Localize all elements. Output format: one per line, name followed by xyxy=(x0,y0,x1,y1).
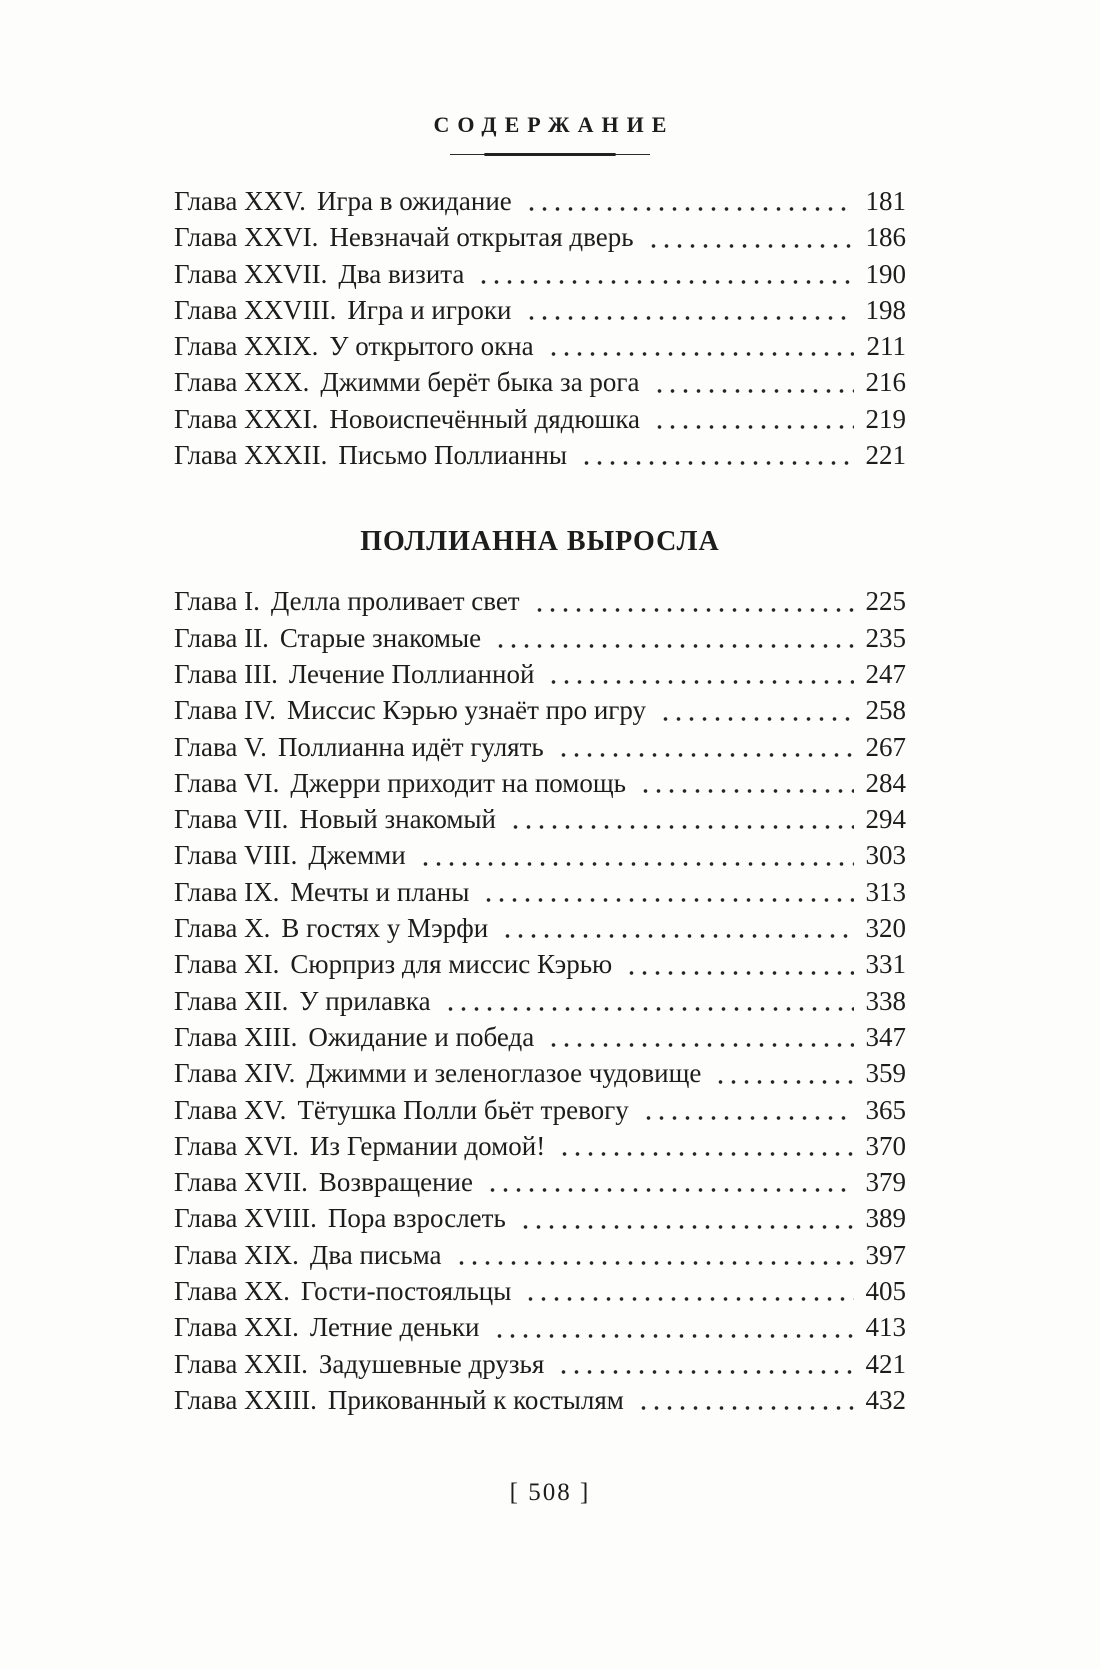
dot-leader xyxy=(494,620,854,656)
toc-entry xyxy=(174,946,906,982)
dot-leader xyxy=(525,183,854,219)
dot-leader xyxy=(580,437,854,473)
chapter-page-number: 432 xyxy=(865,1384,906,1415)
toc-entry xyxy=(174,364,906,400)
dot-leader xyxy=(477,256,854,292)
chapter-label: Глава I. xyxy=(174,586,260,617)
chapter-label: Глава XX. xyxy=(174,1276,290,1307)
dot-leader xyxy=(653,364,855,400)
chapter-label: Глава XIX. xyxy=(174,1239,299,1270)
toc-entry xyxy=(174,1055,906,1091)
chapter-title: Старые знакомые xyxy=(279,622,482,653)
dot-leader xyxy=(639,765,854,801)
dot-leader xyxy=(455,1237,854,1273)
toc-entry xyxy=(174,837,906,873)
chapter-page-number: 219 xyxy=(865,403,906,434)
dot-leader xyxy=(501,910,854,946)
chapter-page-number: 225 xyxy=(865,586,906,617)
chapter-label: Глава XVI. xyxy=(174,1130,299,1161)
toc-section xyxy=(174,183,906,473)
chapter-label: Глава XXIX. xyxy=(174,331,319,362)
chapter-title: Миссис Кэрью узнаёт про игру xyxy=(286,695,647,726)
toc-section xyxy=(174,526,906,1418)
chapter-label: Глава XVII. xyxy=(174,1167,308,1198)
chapter-title: Задушевные друзья xyxy=(318,1348,545,1379)
dot-leader xyxy=(525,292,855,328)
chapter-title: Тётушка Полли бьёт тревогу xyxy=(297,1094,629,1125)
chapter-label: Глава XII. xyxy=(174,985,289,1016)
toc-entry xyxy=(174,729,906,765)
toc-entry xyxy=(174,256,906,292)
dot-leader xyxy=(533,583,854,619)
chapter-label: Глава IX. xyxy=(174,876,280,907)
chapter-title: Из Германии домой! xyxy=(309,1130,546,1161)
chapter-title: У прилавка xyxy=(299,985,431,1016)
chapter-page-number: 389 xyxy=(865,1203,906,1234)
chapter-title: Джемми xyxy=(308,840,406,871)
header-ornament-rule xyxy=(450,153,650,156)
toc-entry xyxy=(174,292,906,328)
chapter-page-number: 397 xyxy=(865,1239,906,1270)
chapter-label: Глава XXX. xyxy=(174,367,310,398)
dot-leader xyxy=(482,874,854,910)
toc-entry xyxy=(174,401,906,437)
toc-entry xyxy=(174,620,906,656)
dot-leader xyxy=(714,1055,854,1091)
chapter-page-number: 331 xyxy=(865,949,906,980)
chapter-page-number: 320 xyxy=(865,913,906,944)
chapter-page-number: 347 xyxy=(865,1021,906,1052)
folio-page-number: [ 508 ] xyxy=(509,1479,591,1507)
chapter-title: Лечение Поллианной xyxy=(288,658,535,689)
chapter-label: Глава XVIII. xyxy=(174,1203,317,1234)
page-footer xyxy=(0,1479,1100,1507)
chapter-title: Игра и игроки xyxy=(347,294,512,325)
chapter-page-number: 359 xyxy=(865,1058,906,1089)
chapter-page-number: 421 xyxy=(865,1348,906,1379)
chapter-label: Глава XXVIII. xyxy=(174,294,337,325)
chapter-title: Новый знакомый xyxy=(299,804,496,835)
toc-entry xyxy=(174,183,906,219)
chapter-page-number: 303 xyxy=(865,840,906,871)
dot-leader xyxy=(557,1346,854,1382)
toc-entry xyxy=(174,656,906,692)
dot-leader xyxy=(625,946,854,982)
dot-leader xyxy=(558,1128,854,1164)
chapter-label: Глава VIII. xyxy=(174,840,298,871)
chapter-title: Джимми и зеленоглазое чудовище xyxy=(306,1058,702,1089)
chapter-title: Два визита xyxy=(338,258,465,289)
chapter-page-number: 370 xyxy=(865,1130,906,1161)
toc-list xyxy=(174,183,906,473)
dot-leader xyxy=(653,401,854,437)
chapter-label: Глава II. xyxy=(174,622,269,653)
dot-leader xyxy=(419,837,854,873)
toc-entry xyxy=(174,1237,906,1273)
chapter-label: Глава XIII. xyxy=(174,1021,298,1052)
chapter-title: Ожидание и победа xyxy=(308,1021,535,1052)
toc-entry xyxy=(174,219,906,255)
chapter-page-number: 379 xyxy=(865,1167,906,1198)
toc-list xyxy=(174,583,906,1418)
table-of-contents xyxy=(174,183,906,1418)
dot-leader xyxy=(647,219,854,255)
chapter-page-number: 181 xyxy=(865,186,906,216)
toc-entry xyxy=(174,328,906,364)
toc-entry xyxy=(174,874,906,910)
chapter-title: Делла проливает свет xyxy=(270,586,520,617)
chapter-title: Письмо Поллианны xyxy=(338,440,568,471)
chapter-label: Глава XXV. xyxy=(174,186,306,216)
chapter-title: Джимми берёт быка за рога xyxy=(320,367,640,398)
chapter-title: Новоиспечённый дядюшка xyxy=(329,403,641,434)
chapter-title: Мечты и планы xyxy=(290,876,470,907)
dot-leader xyxy=(493,1309,855,1345)
dot-leader xyxy=(509,801,854,837)
chapter-title: Невзначай открытая дверь xyxy=(329,222,634,253)
chapter-label: Глава VII. xyxy=(174,804,289,835)
dot-leader xyxy=(547,328,854,364)
chapter-page-number: 247 xyxy=(865,658,906,689)
chapter-page-number: 235 xyxy=(865,622,906,653)
chapter-page-number: 186 xyxy=(865,222,906,253)
contents-header xyxy=(0,0,1100,156)
chapter-label: Глава XXXII. xyxy=(174,440,328,471)
toc-entry xyxy=(174,765,906,801)
chapter-title: В гостях у Мэрфи xyxy=(281,913,489,944)
chapter-title: Игра в ожидание xyxy=(316,186,512,216)
toc-entry xyxy=(174,1346,906,1382)
chapter-label: Глава XXVI. xyxy=(174,222,319,253)
chapter-page-number: 211 xyxy=(866,331,906,362)
chapter-page-number: 198 xyxy=(865,294,906,325)
toc-entry xyxy=(174,1164,906,1200)
toc-entry xyxy=(174,1309,906,1345)
chapter-label: Глава VI. xyxy=(174,767,280,798)
chapter-page-number: 190 xyxy=(865,258,906,289)
chapter-page-number: 405 xyxy=(865,1276,906,1307)
toc-entry xyxy=(174,983,906,1019)
dot-leader xyxy=(659,692,854,728)
chapter-label: Глава III. xyxy=(174,658,278,689)
chapter-label: Глава V. xyxy=(174,731,267,762)
dot-leader xyxy=(547,656,854,692)
chapter-title: У открытого окна xyxy=(329,331,534,362)
chapter-page-number: 413 xyxy=(865,1312,906,1343)
chapter-page-number: 267 xyxy=(865,731,906,762)
chapter-label: Глава XXIII. xyxy=(174,1384,317,1415)
chapter-title: Прикованный к костылям xyxy=(327,1384,624,1415)
toc-entry xyxy=(174,437,906,473)
chapter-label: Глава XI. xyxy=(174,949,280,980)
toc-entry xyxy=(174,1273,906,1309)
chapter-page-number: 294 xyxy=(865,804,906,835)
chapter-label: Глава IV. xyxy=(174,695,276,726)
chapter-page-number: 258 xyxy=(865,695,906,726)
chapter-label: Глава XXXI. xyxy=(174,403,319,434)
toc-entry xyxy=(174,1019,906,1055)
toc-entry xyxy=(174,1128,906,1164)
toc-entry xyxy=(174,1092,906,1128)
toc-entry xyxy=(174,1382,906,1418)
chapter-title: Летние деньки xyxy=(309,1312,480,1343)
dot-leader xyxy=(547,1019,854,1055)
chapter-title: Сюрприз для миссис Кэрью xyxy=(290,949,613,980)
dot-leader xyxy=(486,1164,854,1200)
chapter-label: Глава XXII. xyxy=(174,1348,308,1379)
chapter-page-number: 284 xyxy=(865,767,906,798)
toc-entry xyxy=(174,910,906,946)
dot-leader xyxy=(637,1382,854,1418)
chapter-title: Пора взрослеть xyxy=(327,1203,506,1234)
chapter-label: Глава XXVII. xyxy=(174,258,328,289)
chapter-label: Глава XIV. xyxy=(174,1058,296,1089)
chapter-title: Возвращение xyxy=(318,1167,473,1198)
chapter-page-number: 365 xyxy=(865,1094,906,1125)
chapter-page-number: 216 xyxy=(865,367,906,398)
dot-leader xyxy=(557,729,854,765)
chapter-page-number: 221 xyxy=(865,440,906,471)
toc-entry xyxy=(174,1200,906,1236)
chapter-page-number: 338 xyxy=(865,985,906,1016)
dot-leader xyxy=(524,1273,854,1309)
chapter-title: Поллианна идёт гулять xyxy=(277,731,544,762)
toc-entry xyxy=(174,692,906,728)
dot-leader xyxy=(519,1200,854,1236)
chapter-label: Глава XXI. xyxy=(174,1312,299,1343)
contents-title: СОДЕРЖАНИЕ xyxy=(433,112,675,137)
chapter-label: Глава XV. xyxy=(174,1094,287,1125)
chapter-title: Гости-постояльцы xyxy=(300,1276,512,1307)
toc-entry xyxy=(174,801,906,837)
dot-leader xyxy=(444,983,854,1019)
chapter-title: Джерри приходит на помощь xyxy=(290,767,626,798)
dot-leader xyxy=(642,1092,854,1128)
chapter-label: Глава X. xyxy=(174,913,271,944)
chapter-title: Два письма xyxy=(309,1239,442,1270)
section-title: ПОЛЛИАННА ВЫРОСЛА xyxy=(360,526,720,558)
chapter-page-number: 313 xyxy=(865,876,906,907)
toc-entry xyxy=(174,583,906,619)
